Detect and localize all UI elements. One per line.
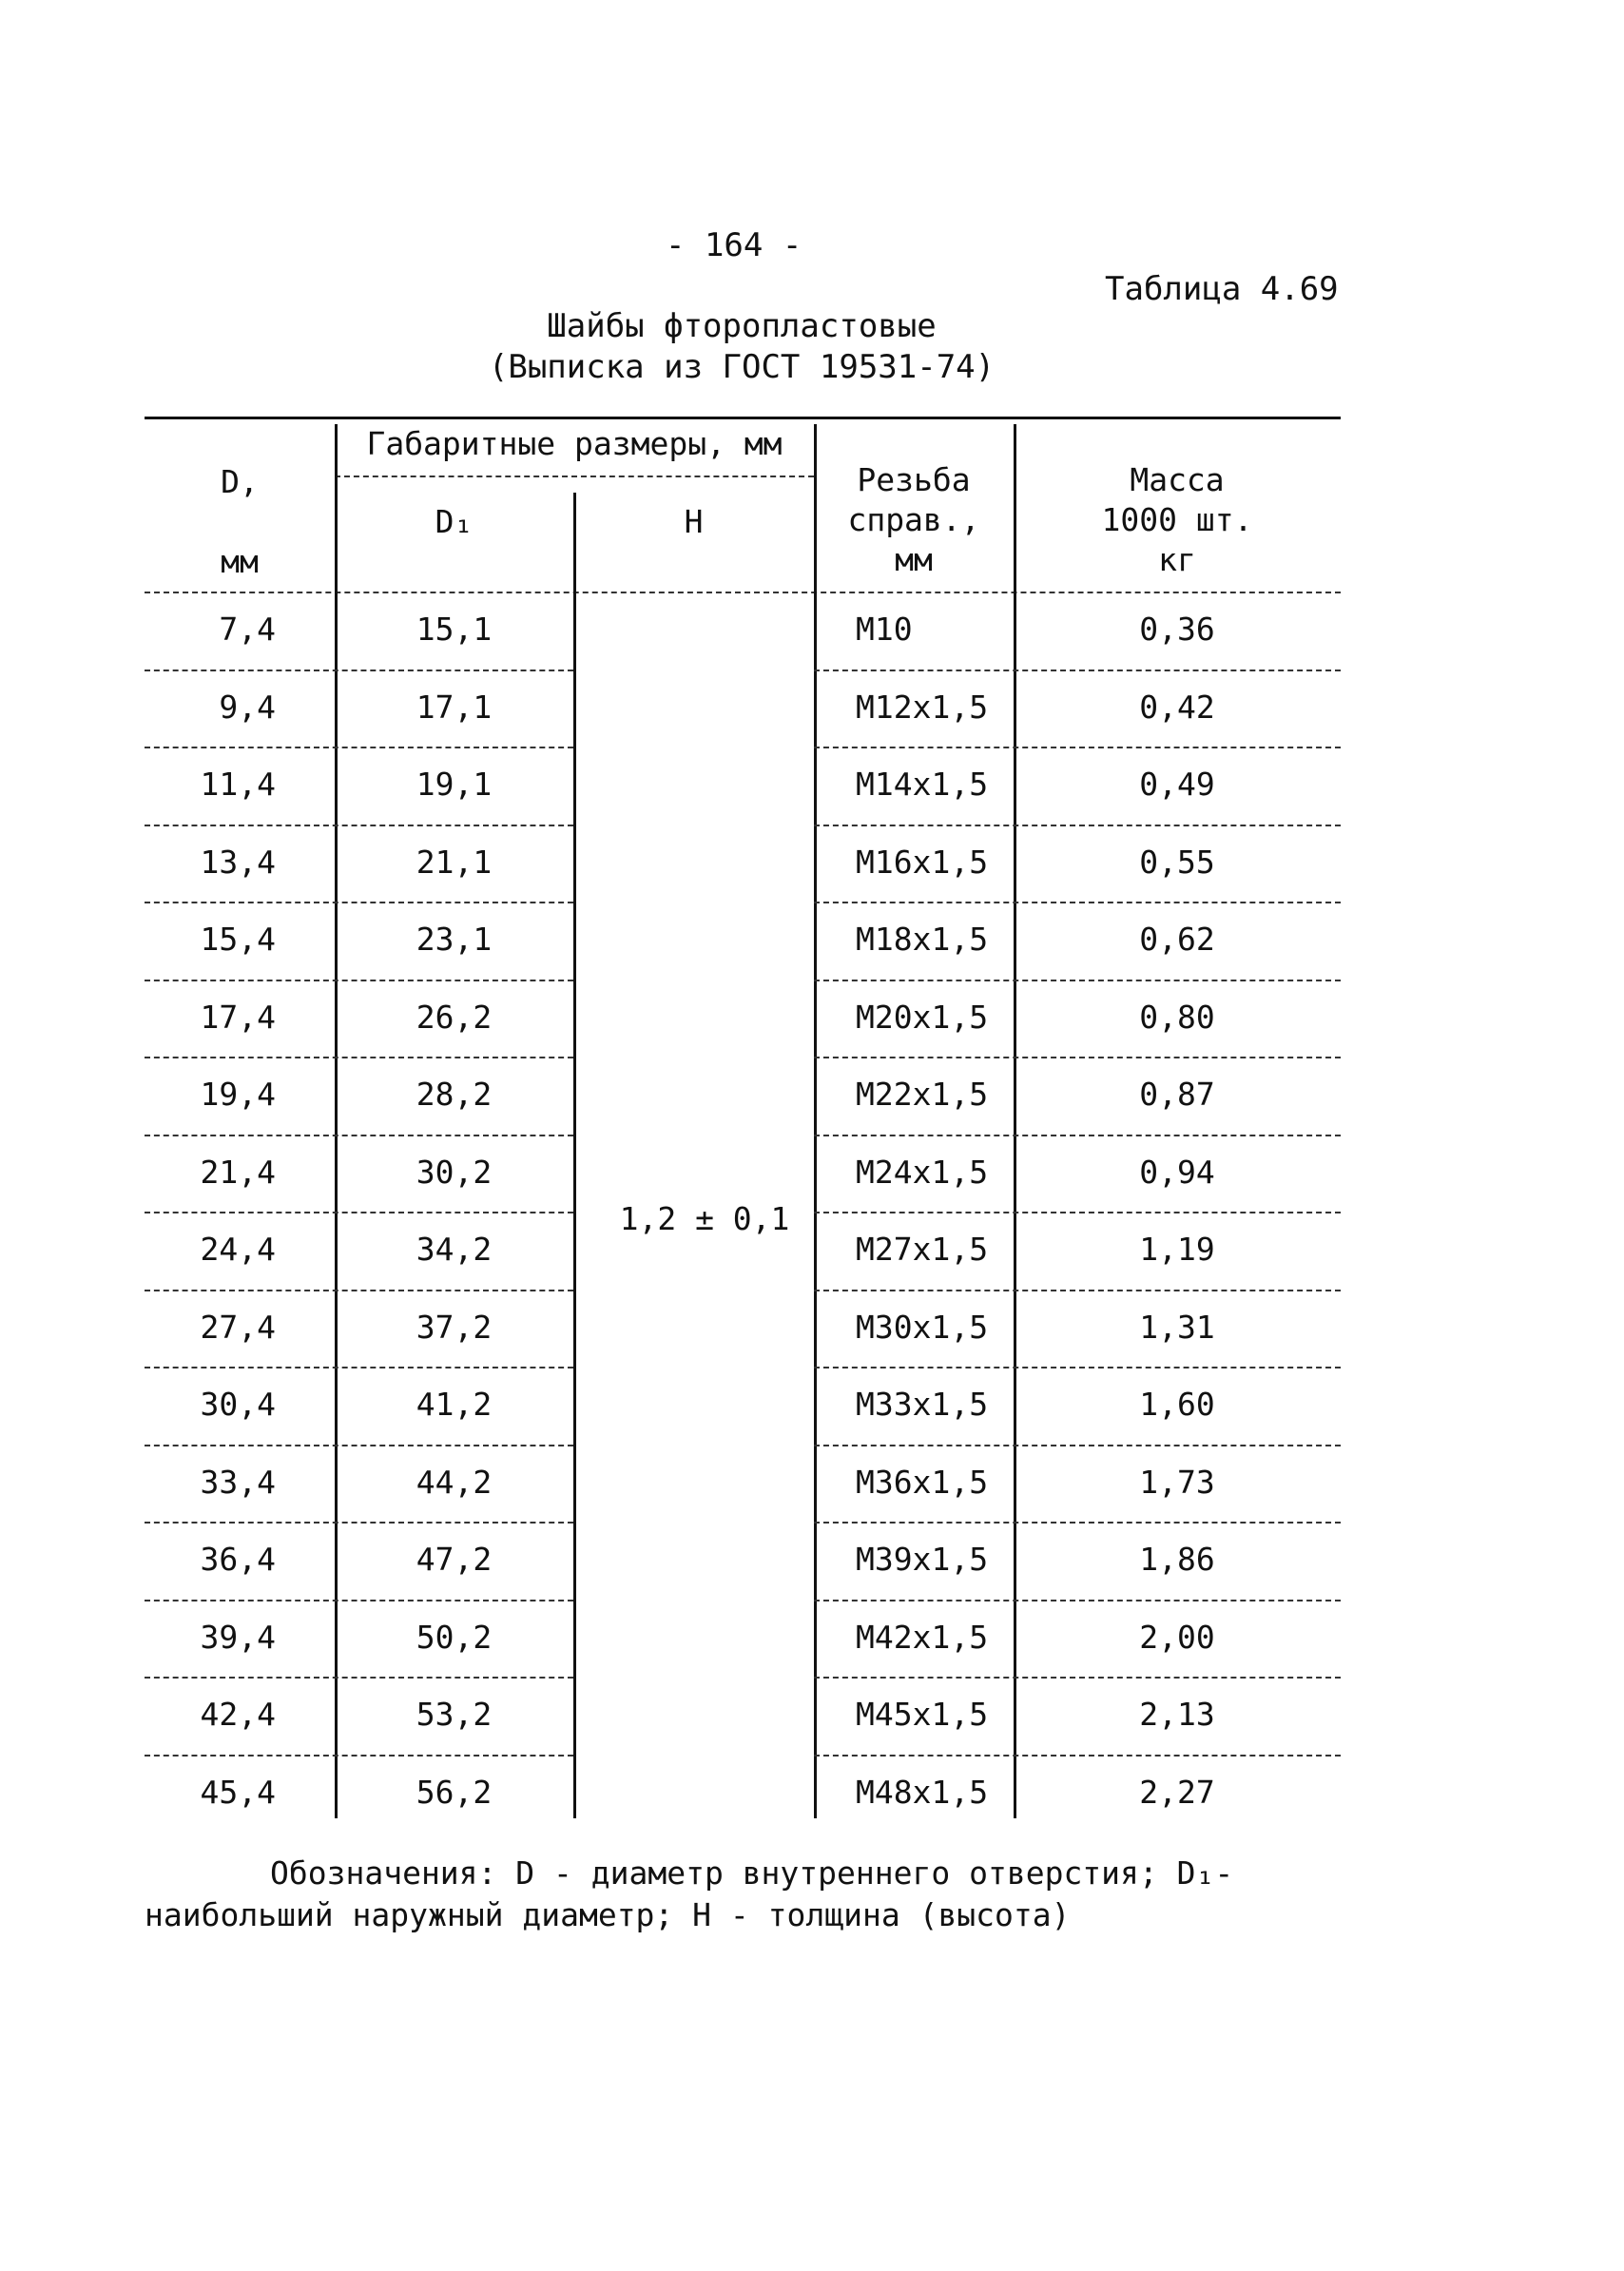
row-d1: 26,2 bbox=[416, 998, 493, 1036]
row-d1: 44,2 bbox=[416, 1463, 493, 1501]
row-separator bbox=[814, 1057, 1341, 1058]
row-d: 33,4 bbox=[200, 1463, 276, 1501]
row-mass: 1,19 bbox=[1139, 1231, 1215, 1268]
row-d1: 30,2 bbox=[416, 1153, 493, 1191]
row-d1: 53,2 bbox=[416, 1696, 493, 1733]
header-d1: D₁ bbox=[435, 503, 474, 540]
row-d1: 41,2 bbox=[416, 1386, 493, 1423]
row-mass: 0,55 bbox=[1139, 843, 1215, 881]
row-mass: 1,73 bbox=[1139, 1463, 1215, 1501]
row-separator bbox=[145, 1367, 573, 1368]
row-thread: М30х1,5 bbox=[856, 1308, 989, 1346]
row-thread: М48х1,5 bbox=[856, 1773, 989, 1811]
vline-2 bbox=[573, 493, 576, 1818]
row-thread: М20х1,5 bbox=[856, 998, 989, 1036]
h-value: 1,2 ± 0,1 bbox=[619, 1200, 790, 1237]
row-separator bbox=[145, 902, 573, 903]
row-d1: 47,2 bbox=[416, 1541, 493, 1578]
row-mass: 0,36 bbox=[1139, 611, 1215, 648]
row-thread: М36х1,5 bbox=[856, 1463, 989, 1501]
row-separator bbox=[145, 980, 573, 981]
row-thread: М45х1,5 bbox=[856, 1696, 989, 1733]
row-separator bbox=[814, 1290, 1341, 1291]
header-thread-1: Резьба bbox=[857, 461, 971, 498]
vline-3 bbox=[814, 424, 817, 1818]
row-d: 45,4 bbox=[200, 1773, 276, 1811]
row-d1: 37,2 bbox=[416, 1308, 493, 1346]
row-d: 17,4 bbox=[200, 998, 276, 1036]
row-d1: 50,2 bbox=[416, 1618, 493, 1656]
row-d: 21,4 bbox=[200, 1153, 276, 1191]
legend: Обозначения: D - диаметр внутреннего отверстия; D₁- наибольший наружный диаметр; H - толщина (высота) bbox=[145, 1854, 1234, 1933]
header-mass-2: 1000 шт. bbox=[1101, 501, 1253, 538]
table-subtitle: (Выписка из ГОСТ 19531-74) bbox=[488, 348, 996, 386]
row-d1: 28,2 bbox=[416, 1076, 493, 1113]
row-mass: 1,60 bbox=[1139, 1386, 1215, 1423]
row-d: 27,4 bbox=[200, 1308, 276, 1346]
header-mass-1: Масса bbox=[1130, 461, 1225, 498]
row-separator bbox=[814, 1445, 1341, 1446]
row-thread: М18х1,5 bbox=[856, 921, 989, 958]
header-h: H bbox=[684, 503, 704, 540]
row-separator bbox=[814, 1135, 1341, 1136]
row-d: 7,4 bbox=[219, 611, 276, 648]
row-separator bbox=[814, 1367, 1341, 1368]
row-thread: М42х1,5 bbox=[856, 1618, 989, 1656]
row-separator bbox=[814, 1522, 1341, 1524]
row-separator bbox=[814, 747, 1341, 748]
row-separator bbox=[814, 902, 1341, 903]
row-thread: М24х1,5 bbox=[856, 1153, 989, 1191]
row-mass: 0,42 bbox=[1139, 688, 1215, 726]
row-d: 15,4 bbox=[200, 921, 276, 958]
header-d: D, bbox=[221, 463, 259, 500]
row-separator bbox=[814, 1755, 1341, 1757]
row-mass: 1,31 bbox=[1139, 1308, 1215, 1346]
row-separator bbox=[814, 670, 1341, 671]
row-separator bbox=[145, 1445, 573, 1446]
row-separator bbox=[814, 825, 1341, 826]
row-thread: М22х1,5 bbox=[856, 1076, 989, 1113]
row-separator bbox=[145, 1677, 573, 1679]
row-thread: М12х1,5 bbox=[856, 688, 989, 726]
row-d: 9,4 bbox=[219, 688, 276, 726]
row-mass: 0,80 bbox=[1139, 998, 1215, 1036]
row-d: 42,4 bbox=[200, 1696, 276, 1733]
header-overall-dims: Габаритные размеры, мм bbox=[366, 425, 783, 462]
row-separator bbox=[145, 670, 573, 671]
row-separator bbox=[145, 1135, 573, 1136]
row-thread: М16х1,5 bbox=[856, 843, 989, 881]
row-mass: 1,86 bbox=[1139, 1541, 1215, 1578]
row-mass: 0,94 bbox=[1139, 1153, 1215, 1191]
row-d1: 56,2 bbox=[416, 1773, 493, 1811]
dims-subrule bbox=[335, 476, 814, 477]
row-d: 11,4 bbox=[200, 766, 276, 803]
row-separator bbox=[145, 747, 573, 748]
row-separator bbox=[145, 1057, 573, 1058]
header-thread-2: справ., bbox=[847, 501, 980, 538]
row-d1: 15,1 bbox=[416, 611, 493, 648]
row-separator bbox=[145, 1522, 573, 1524]
row-d1: 21,1 bbox=[416, 843, 493, 881]
row-mass: 0,62 bbox=[1139, 921, 1215, 958]
row-d: 30,4 bbox=[200, 1386, 276, 1423]
header-mass-3: кг bbox=[1158, 541, 1196, 578]
page-number: - 164 - bbox=[666, 226, 802, 264]
row-d1: 17,1 bbox=[416, 688, 493, 726]
row-separator bbox=[814, 1600, 1341, 1601]
row-d1: 23,1 bbox=[416, 921, 493, 958]
row-thread: М14х1,5 bbox=[856, 766, 989, 803]
row-separator bbox=[145, 1600, 573, 1601]
row-separator bbox=[814, 1212, 1341, 1213]
row-thread: М33х1,5 bbox=[856, 1386, 989, 1423]
row-separator bbox=[814, 1677, 1341, 1679]
row-d1: 19,1 bbox=[416, 766, 493, 803]
row-d: 13,4 bbox=[200, 843, 276, 881]
header-thread-3: мм bbox=[895, 541, 933, 578]
row-thread: М39х1,5 bbox=[856, 1541, 989, 1578]
row-thread: М27х1,5 bbox=[856, 1231, 989, 1268]
row-separator bbox=[145, 1755, 573, 1757]
row-separator bbox=[145, 1290, 573, 1291]
table-title: Шайбы фторопластовые bbox=[547, 307, 937, 345]
header-d-unit: мм bbox=[221, 543, 259, 580]
row-mass: 0,49 bbox=[1139, 766, 1215, 803]
row-d: 39,4 bbox=[200, 1618, 276, 1656]
top-rule bbox=[145, 417, 1341, 419]
row-d: 36,4 bbox=[200, 1541, 276, 1578]
row-thread: М10 bbox=[856, 611, 913, 648]
row-separator bbox=[145, 1212, 573, 1213]
row-d: 24,4 bbox=[200, 1231, 276, 1268]
row-mass: 2,13 bbox=[1139, 1696, 1215, 1733]
row-mass: 0,87 bbox=[1139, 1076, 1215, 1113]
row-separator bbox=[145, 825, 573, 826]
row-mass: 2,27 bbox=[1139, 1773, 1215, 1811]
row-d: 19,4 bbox=[200, 1076, 276, 1113]
row-separator bbox=[814, 980, 1341, 981]
row-d1: 34,2 bbox=[416, 1231, 493, 1268]
header-bottom-rule bbox=[145, 592, 1341, 593]
table-label: Таблица 4.69 bbox=[1105, 270, 1339, 308]
row-mass: 2,00 bbox=[1139, 1618, 1215, 1656]
